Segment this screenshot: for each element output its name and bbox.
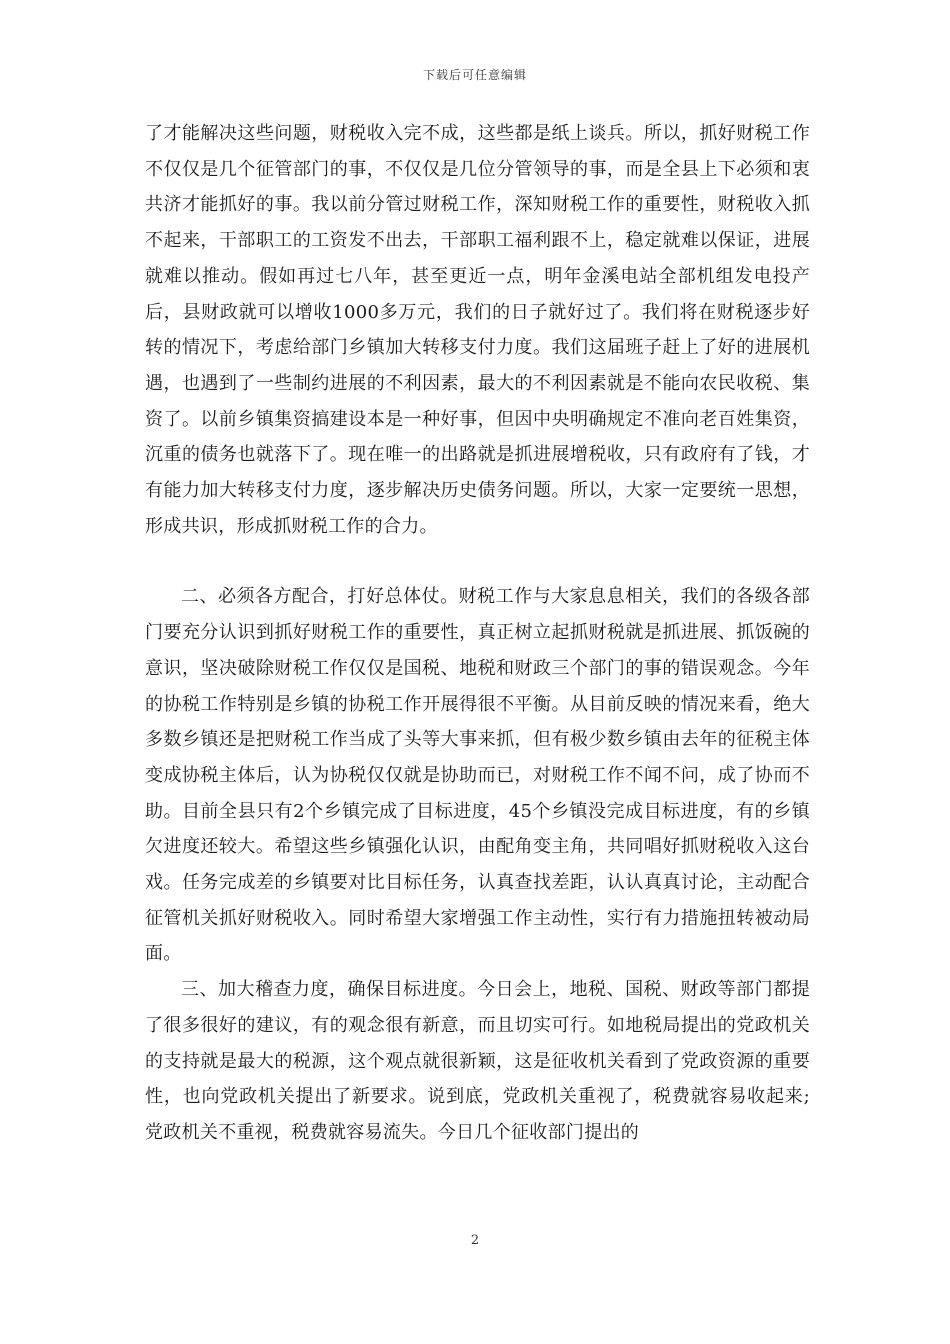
page-header: 下载后可任意编辑: [422, 68, 527, 82]
paragraph-section-two: 二、必须各方配合，打好总体仗。财税工作与大家息息相关，我们的各级各部门要充分认识到抓好财税工作的重要性，真正树立起抓财税就是抓进展、抓饭碗的意识，坚决破除财税工作仅仅是国税、地税和财政三个部门的事的错误观念。今年的协税工作特别是乡镇的协税工作开展得很不平衡。从目前反映的情况来看，绝大多数乡镇还是把财税工作当成了头等大事来抓，但有极少数乡镇由去年的征税主体变成协税主体后，认为协税仅仅就是协助而已，对财税工作不闻不问，成了协而不助。目前全县只有2个乡镇完成了目标进度，45个乡镇没完成目标进度，有的乡镇欠进度还较大。希望这些乡镇强化认识，由配角变主角，共同唱好抓财税收入这台戏。任务完成差的乡镇要对比目标任务，认真查找差距，认认真真讨论，主动配合征管机关抓好财税收入。同时希望大家增强工作主动性，实行有力措施扭转被动局面。: [145, 586, 810, 965]
page-number: 2: [470, 1233, 480, 1248]
paragraph-continuation: 了才能解决这些问题，财税收入完不成，这些都是纸上谈兵。所以，抓好财税工作不仅仅是几个征管部门的事，不仅仅是几位分管领导的事，而是全县上下必须和衷共济才能抓好的事。我以前分管过财税工作，深知财税工作的重要性，财税收入抓不起来，干部职工的工资发不出去，干部职工福利跟不上，稳定就难以保证，进展就难以推动。假如再过七八年，甚至更近一点，明年金溪电站全部机组发电投产后，县财政就可以增收1000多万元，我们的日子就好过了。我们将在财税逐步好转的情况下，考虑给部门乡镇加大转移支付力度。我们这届班子赶上了好的进展机遇，也遇到了一些制约进展的不利因素，最大的不利因素就是不能向农民收税、集资了。以前乡镇集资搞建设本是一种好事，但因中央明确规定不准向老百姓集资，沉重的债务也就落下了。现在唯一的出路就是抓进展增税收，只有政府有了钱，才有能力加大转移支付力度，逐步解决历史债务问题。所以，大家一定要统一思想，形成共识，形成抓财税工作的合力。: [145, 123, 810, 537]
paragraph-gap: [145, 544, 810, 579]
document-body: [145, 116, 810, 1151]
paragraph-section-three: 三、加大稽查力度，确保目标进度。今日会上，地税、国税、财政等部门都提了很多很好的建议，有的观念很有新意，而且切实可行。如地税局提出的党政机关的支持就是最大的税源，这个观点就很新颖，这是征收机关看到了党政资源的重要性，也向党政机关提出了新要求。说到底，党政机关重视了，税费就容易收起来;党政机关不重视，税费就容易流失。今日几个征收部门提出的: [145, 979, 810, 1143]
